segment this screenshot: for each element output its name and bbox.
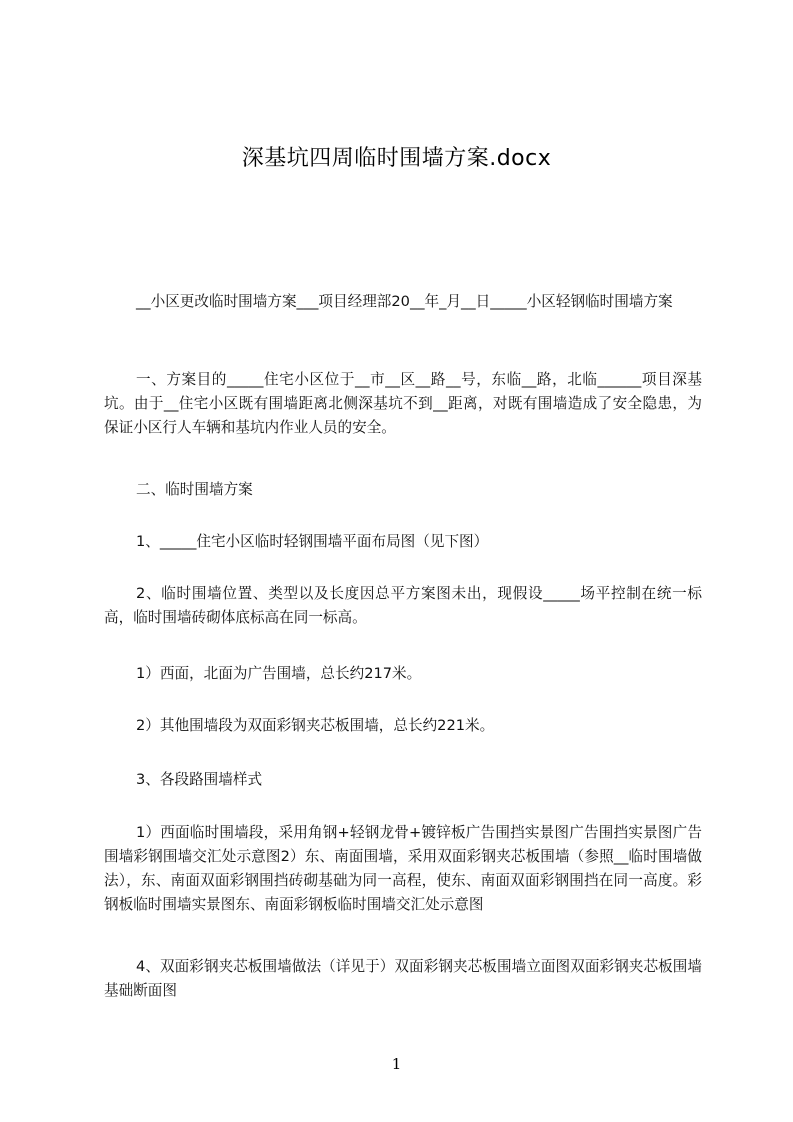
paragraph-west-north: 1）西面，北面为广告围墙，总长约217米。	[136, 665, 422, 682]
heading-plan: 二、临时围墙方案	[136, 481, 253, 498]
paragraph-layout: 1、_____住宅小区临时轻钢围墙平面布局图（见下图）	[136, 533, 489, 550]
paragraph-purpose: 一、方案目的_____住宅小区位于__市__区__路__号，东临__路，北临______项目深基坑。由于__住宅小区既有围墙距离北侧深基坑不到__距离，对既有围墙造成了安全隐患，为保证小区行人车辆和基坑内作业人员的安全。	[104, 371, 702, 436]
page-number: 1	[391, 1055, 402, 1073]
paragraph-intro: __小区更改临时围墙方案___项目经理部20__年_月__日_____小区轻钢临时围墙方案	[136, 293, 673, 310]
paragraph-position: 2、临时围墙位置、类型以及长度因总平方案图未出，现假设_____场平控制在统一标高，临时围墙砖砌体底标高在同一标高。	[104, 585, 702, 626]
heading-styles: 3、各段路围墙样式	[136, 771, 263, 788]
paragraph-method: 4、双面彩钢夹芯板围墙做法（详见于）双面彩钢夹芯板围墙立面图双面彩钢夹芯板围墙基础断面图	[104, 958, 702, 999]
document-title: 深基坑四周临时围墙方案.docx	[241, 146, 552, 171]
paragraph-other-segments: 2）其他围墙段为双面彩钢夹芯板围墙，总长约221米。	[136, 717, 495, 734]
paragraph-styles-detail: 1）西面临时围墙段，采用角钢+轻钢龙骨+镀锌板广告围挡实景图广告围挡实景图广告围墙彩钢围墙交汇处示意图2）东、南面围墙，采用双面彩钢夹芯板围墙（参照__临时围墙做法），东、南面双面彩钢围挡砖砌基础为同一高程，使东、南面双面彩钢围挡在同一高度。彩钢板临时围墙实景图东、南面彩钢板临时围墙交汇处示意图	[104, 824, 702, 913]
